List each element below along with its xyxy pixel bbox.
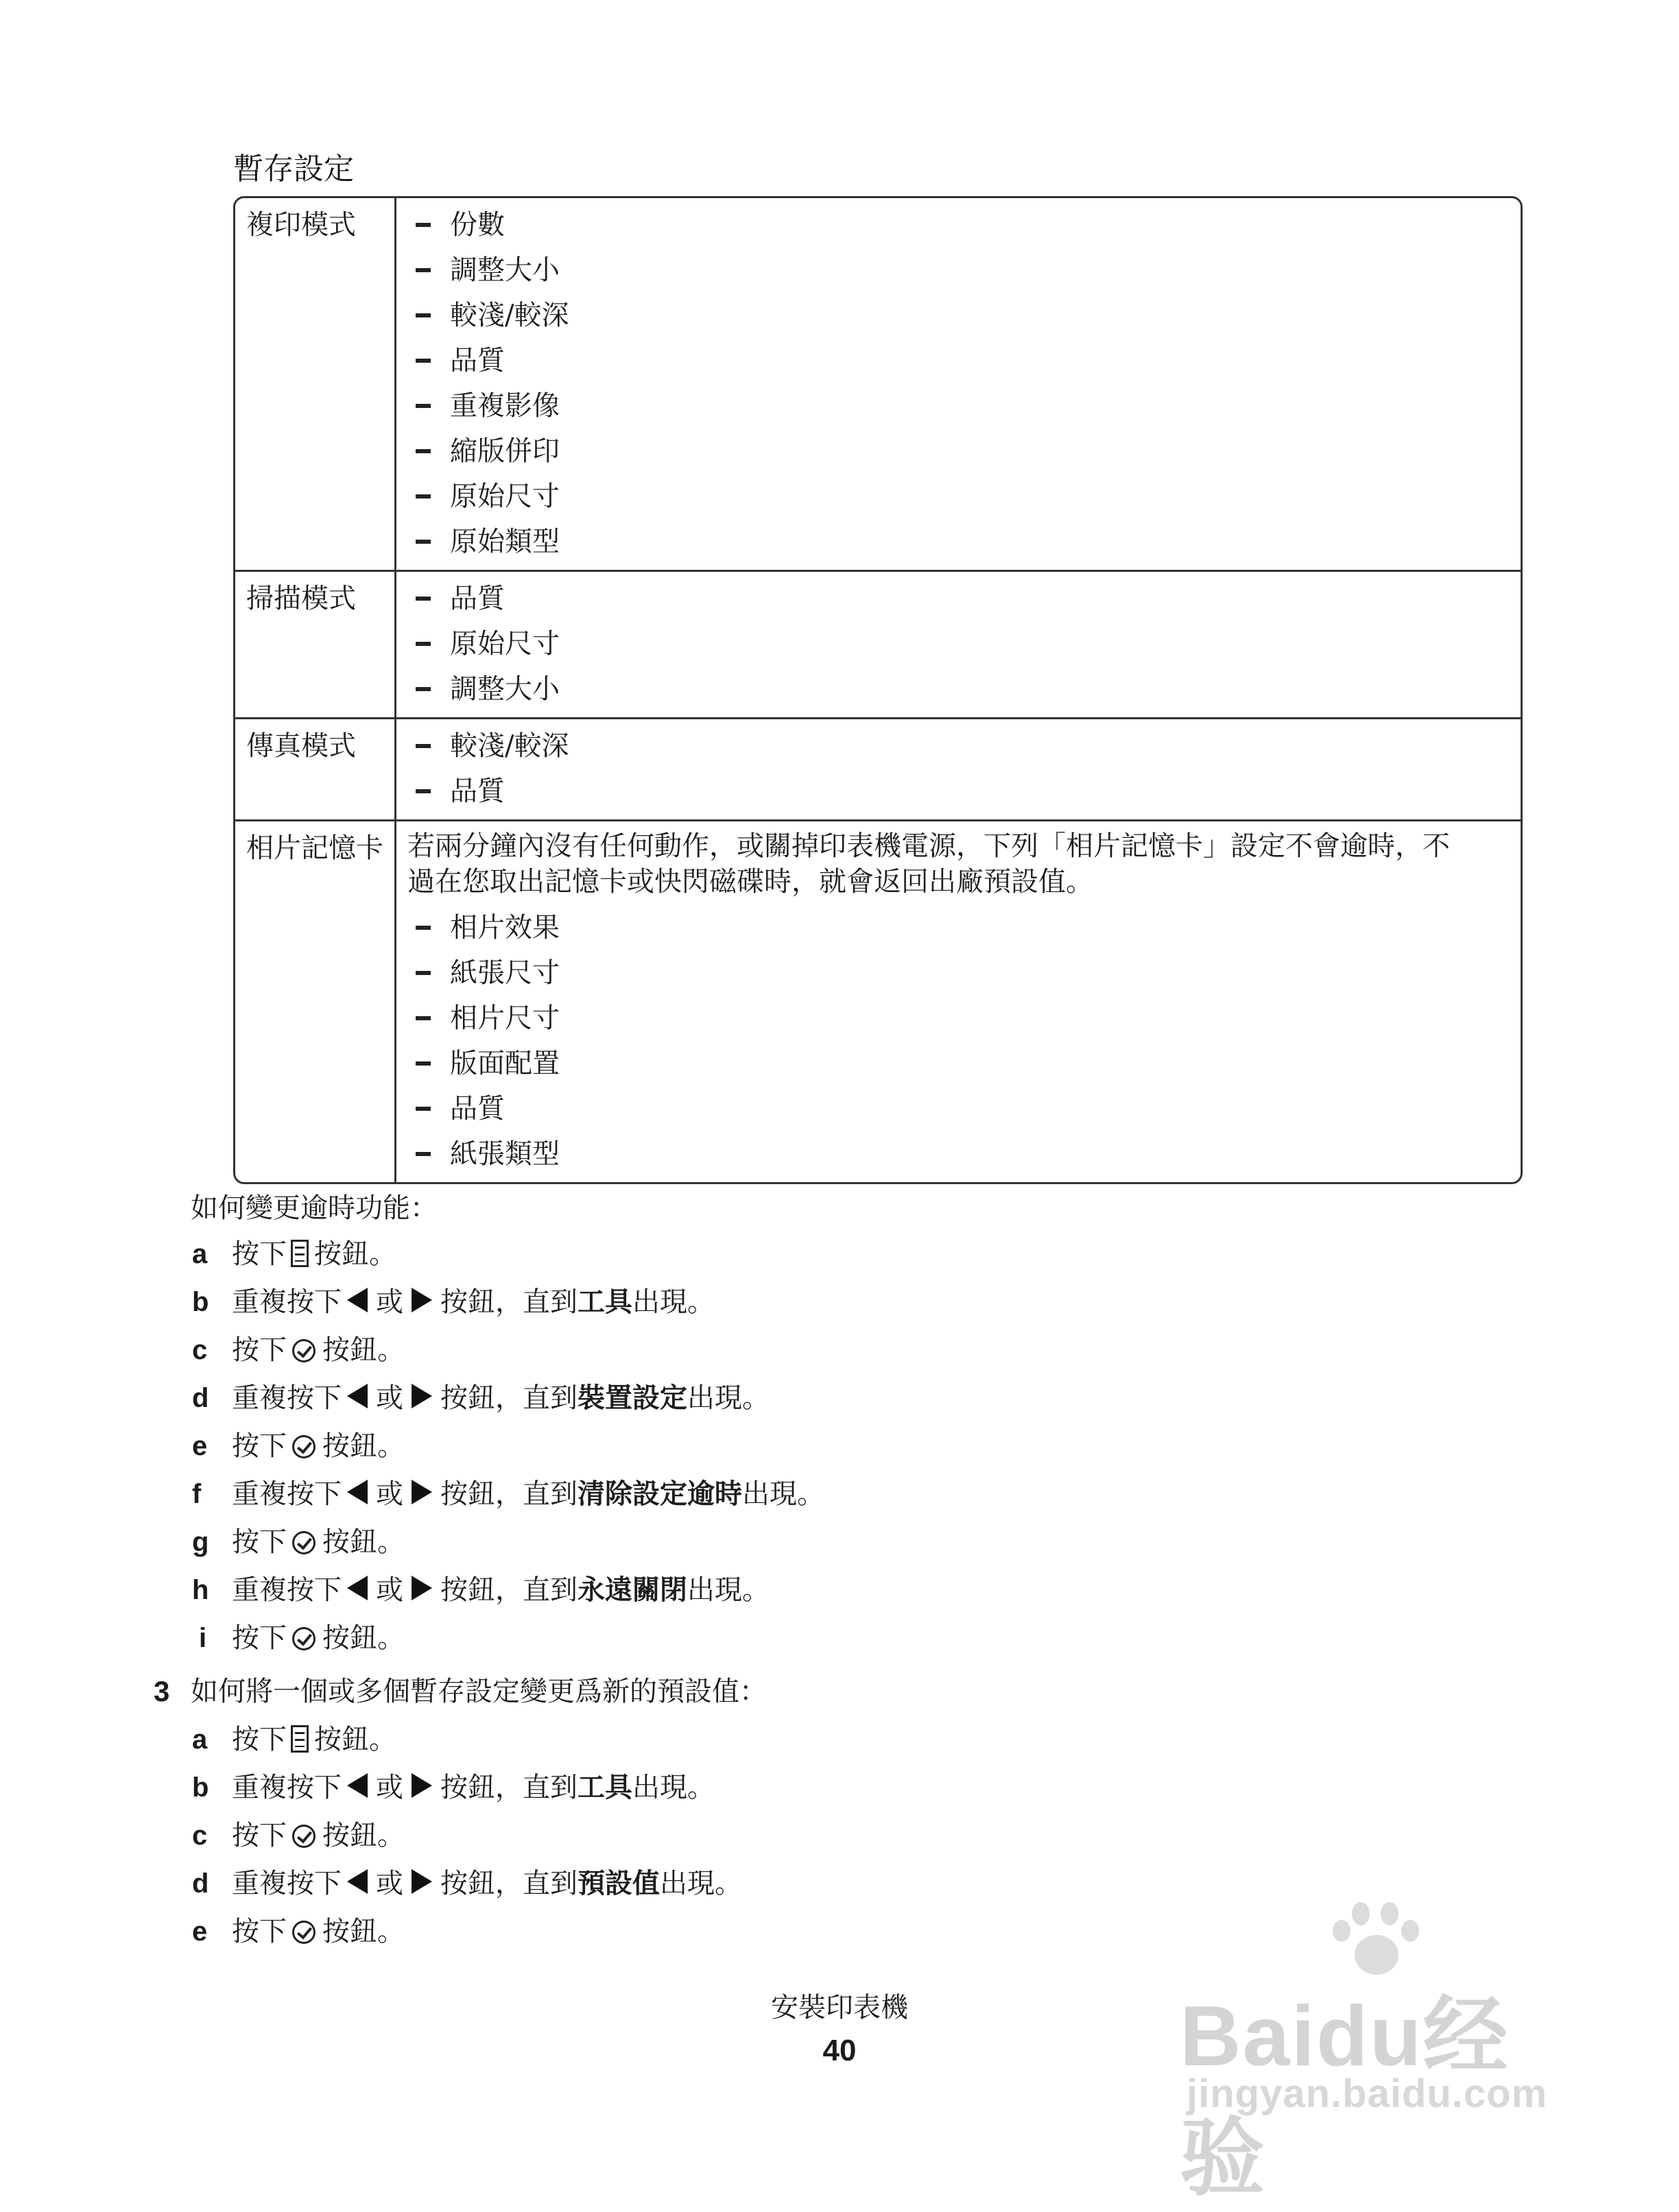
items-cell <box>396 717 1521 819</box>
mode-cell: 傳真模式 <box>235 717 396 819</box>
items-cell <box>396 570 1521 717</box>
table-row <box>235 819 1521 1182</box>
left-arrow-icon <box>347 1384 368 1408</box>
mode-cell: 相片記憶卡 <box>235 819 396 1182</box>
menu-icon <box>291 1240 309 1267</box>
items-cell <box>396 198 1521 570</box>
table-row <box>235 570 1521 717</box>
step-number: 3 <box>154 1675 170 1707</box>
select-check-icon <box>292 1531 315 1554</box>
list-item: 調整大小 <box>407 666 1510 712</box>
list-item: 相片尺寸 <box>407 996 1510 1041</box>
left-arrow-icon <box>347 1288 368 1312</box>
list-item: 原始尺寸 <box>407 621 1510 666</box>
table-row <box>235 198 1521 570</box>
settings-table <box>233 196 1523 1184</box>
watermark-url: jingyan.baidu.com <box>1187 2071 1548 2116</box>
list-item: 紙張類型 <box>407 1131 1510 1177</box>
list-item: 品質 <box>407 576 1510 621</box>
list-item: 品質 <box>407 769 1510 814</box>
select-check-icon <box>292 1627 315 1650</box>
page-number: 40 <box>822 2034 857 2067</box>
menu-icon <box>291 1725 309 1753</box>
right-arrow-icon <box>412 1576 432 1600</box>
mode-cell: 複印模式 <box>235 198 396 570</box>
left-arrow-icon <box>347 1869 368 1894</box>
timeout-intro: 如何變更逾時功能： <box>191 1192 438 1224</box>
page-title: 暫存設定 <box>233 152 354 187</box>
baidu-watermark <box>1180 1899 1564 2206</box>
items-cell <box>396 819 1521 1182</box>
select-check-icon <box>292 1825 315 1848</box>
list-item: 調整大小 <box>407 248 1510 293</box>
table-row <box>235 717 1521 819</box>
list-item: 重複影像 <box>407 383 1510 429</box>
memory-card-note: 若兩分鐘內沒有任何動作，或關掉印表機電源，下列「相片記憶卡」設定不會逾時，不 過在您取出記憶卡或快閃磁碟時，就會返回出廠預設值。 <box>407 830 1450 898</box>
list-item: 縮版併印 <box>407 429 1510 474</box>
list-item: 份數 <box>407 202 1510 248</box>
left-arrow-icon <box>347 1576 368 1600</box>
list-item: 品質 <box>407 338 1510 383</box>
list-item: 相片效果 <box>407 905 1510 950</box>
mode-cell: 掃描模式 <box>235 570 396 717</box>
right-arrow-icon <box>412 1773 432 1798</box>
footer-title: 安裝印表機 <box>771 1992 908 2023</box>
right-arrow-icon <box>412 1288 432 1312</box>
list-item: 原始類型 <box>407 519 1510 564</box>
watermark-brand: Baidu经验 <box>1180 1989 1510 2206</box>
select-check-icon <box>292 1339 315 1362</box>
list-item: 品質 <box>407 1086 1510 1131</box>
right-arrow-icon <box>412 1480 432 1504</box>
list-item: 較淺/較深 <box>407 723 1510 769</box>
select-check-icon <box>292 1435 315 1458</box>
left-arrow-icon <box>347 1480 368 1504</box>
list-item: 較淺/較深 <box>407 293 1510 338</box>
default-intro: 如何將一個或多個暫存設定變更爲新的預設值： <box>191 1676 767 1707</box>
right-arrow-icon <box>412 1384 432 1408</box>
list-item: 原始尺寸 <box>407 474 1510 519</box>
left-arrow-icon <box>347 1773 368 1798</box>
list-item: 紙張尺寸 <box>407 950 1510 996</box>
right-arrow-icon <box>412 1869 432 1894</box>
list-item: 版面配置 <box>407 1041 1510 1086</box>
select-check-icon <box>292 1921 315 1944</box>
